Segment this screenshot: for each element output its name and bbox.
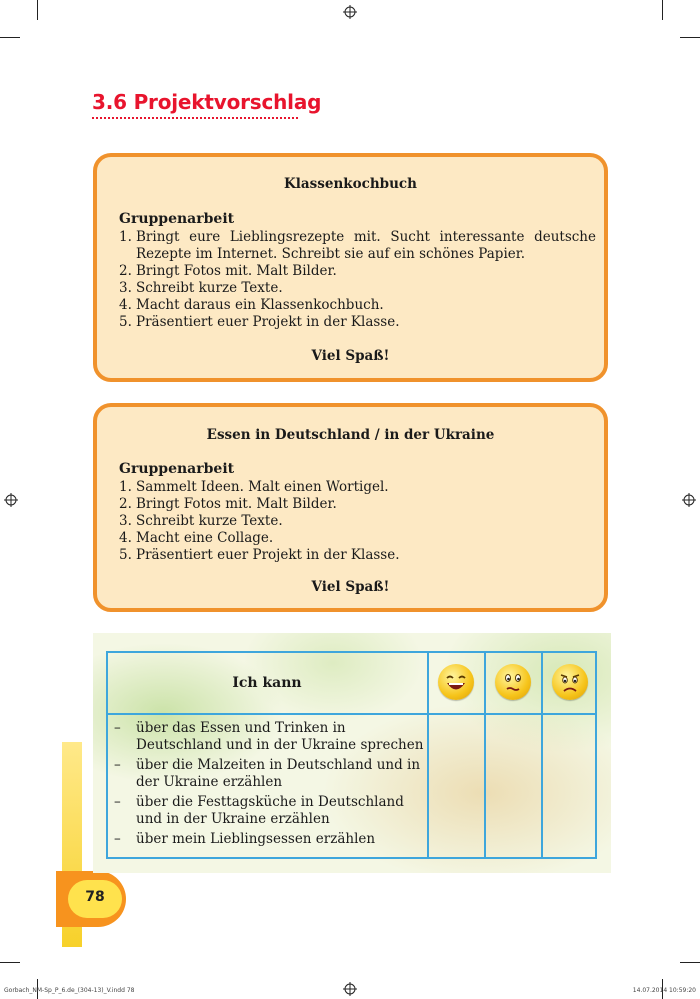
project-title: Klassenkochbuch bbox=[284, 176, 417, 192]
skill-list bbox=[114, 720, 426, 851]
item-text: Bringt Fotos mit. Malt Bilder. bbox=[136, 496, 337, 512]
item-number: 5. bbox=[119, 547, 132, 563]
crop-mark bbox=[680, 37, 700, 38]
bullet-dash: – bbox=[114, 794, 121, 810]
list-item bbox=[119, 530, 596, 547]
task-list bbox=[119, 479, 596, 564]
item-text: Präsentiert euer Projekt in der Klasse. bbox=[136, 547, 400, 563]
task-list bbox=[119, 229, 596, 331]
print-slug-left: Gorbach_NM-Sp_P_6.de_(304-13)_V.indd 78 bbox=[4, 987, 135, 994]
skill-text: über das Essen und Trinken in Deutschland und in der Ukraine sprechen bbox=[136, 720, 424, 753]
project-title: Essen in Deutschland / in der Ukraine bbox=[206, 427, 495, 443]
table-divider bbox=[484, 651, 486, 859]
bullet-dash: – bbox=[114, 757, 121, 773]
list-item bbox=[119, 496, 596, 513]
item-text: Bringt eure Lieblingsrezepte mit. Sucht interessante deutsche Rezepte im Internet. Schreibt sie auf ein schönes Papier. bbox=[136, 229, 596, 262]
list-item bbox=[114, 794, 426, 828]
laughing-face-icon bbox=[438, 664, 474, 700]
table-divider bbox=[541, 651, 543, 859]
project-box-cookbook bbox=[93, 153, 608, 382]
item-text: Sammelt Ideen. Malt einen Wortigel. bbox=[136, 479, 389, 495]
bullet-dash: – bbox=[114, 720, 121, 736]
registration-mark-icon bbox=[343, 5, 357, 19]
item-number: 1. bbox=[119, 229, 132, 245]
registration-mark-icon bbox=[682, 493, 696, 507]
heading-underline bbox=[92, 117, 298, 119]
project-box-food bbox=[93, 403, 608, 612]
list-item bbox=[119, 229, 596, 263]
project-subtitle: Gruppenarbeit bbox=[119, 211, 235, 227]
registration-mark-icon bbox=[343, 982, 357, 996]
list-item bbox=[119, 479, 596, 496]
list-item bbox=[114, 831, 426, 848]
print-slug-right: 14.07.2014 10:59:20 bbox=[632, 987, 696, 994]
item-text: Macht eine Collage. bbox=[136, 530, 274, 546]
item-number: 3. bbox=[119, 280, 132, 296]
unsure-face-icon bbox=[495, 664, 531, 700]
item-number: 2. bbox=[119, 496, 132, 512]
registration-mark-icon bbox=[4, 493, 18, 507]
project-footer: Viel Spaß! bbox=[311, 348, 390, 364]
worried-face-icon bbox=[552, 664, 588, 700]
crop-mark bbox=[0, 962, 20, 963]
item-text: Schreibt kurze Texte. bbox=[136, 280, 283, 296]
skill-text: über die Malzeiten in Deutschland und in der Ukraine erzählen bbox=[136, 757, 421, 790]
list-item bbox=[119, 280, 596, 297]
item-number: 3. bbox=[119, 513, 132, 529]
crop-mark bbox=[662, 0, 663, 20]
crop-mark bbox=[0, 37, 20, 38]
list-item bbox=[119, 263, 596, 280]
section-heading: 3.6 Projektvorschlag bbox=[92, 90, 322, 114]
page-number: 78 bbox=[85, 889, 105, 905]
item-text: Schreibt kurze Texte. bbox=[136, 513, 283, 529]
item-number: 4. bbox=[119, 530, 132, 546]
table-header: Ich kann bbox=[232, 675, 302, 691]
list-item bbox=[114, 757, 426, 791]
item-text: Macht daraus ein Klassenkochbuch. bbox=[136, 297, 384, 313]
item-number: 2. bbox=[119, 263, 132, 279]
list-item bbox=[119, 513, 596, 530]
bullet-dash: – bbox=[114, 831, 121, 847]
item-text: Bringt Fotos mit. Malt Bilder. bbox=[136, 263, 337, 279]
item-number: 5. bbox=[119, 314, 132, 330]
list-item bbox=[114, 720, 426, 754]
project-footer: Viel Spaß! bbox=[311, 579, 390, 595]
item-number: 4. bbox=[119, 297, 132, 313]
table-divider bbox=[106, 713, 597, 715]
crop-mark bbox=[680, 962, 700, 963]
list-item bbox=[119, 297, 596, 314]
skill-text: über die Festtagsküche in Deutschland und in der Ukraine erzählen bbox=[136, 794, 404, 827]
list-item bbox=[119, 314, 596, 331]
list-item bbox=[119, 547, 596, 564]
item-text: Präsentiert euer Projekt in der Klasse. bbox=[136, 314, 400, 330]
skill-text: über mein Lieblingsessen erzählen bbox=[136, 831, 376, 847]
project-subtitle: Gruppenarbeit bbox=[119, 461, 235, 477]
item-number: 1. bbox=[119, 479, 132, 495]
crop-mark bbox=[37, 0, 38, 20]
